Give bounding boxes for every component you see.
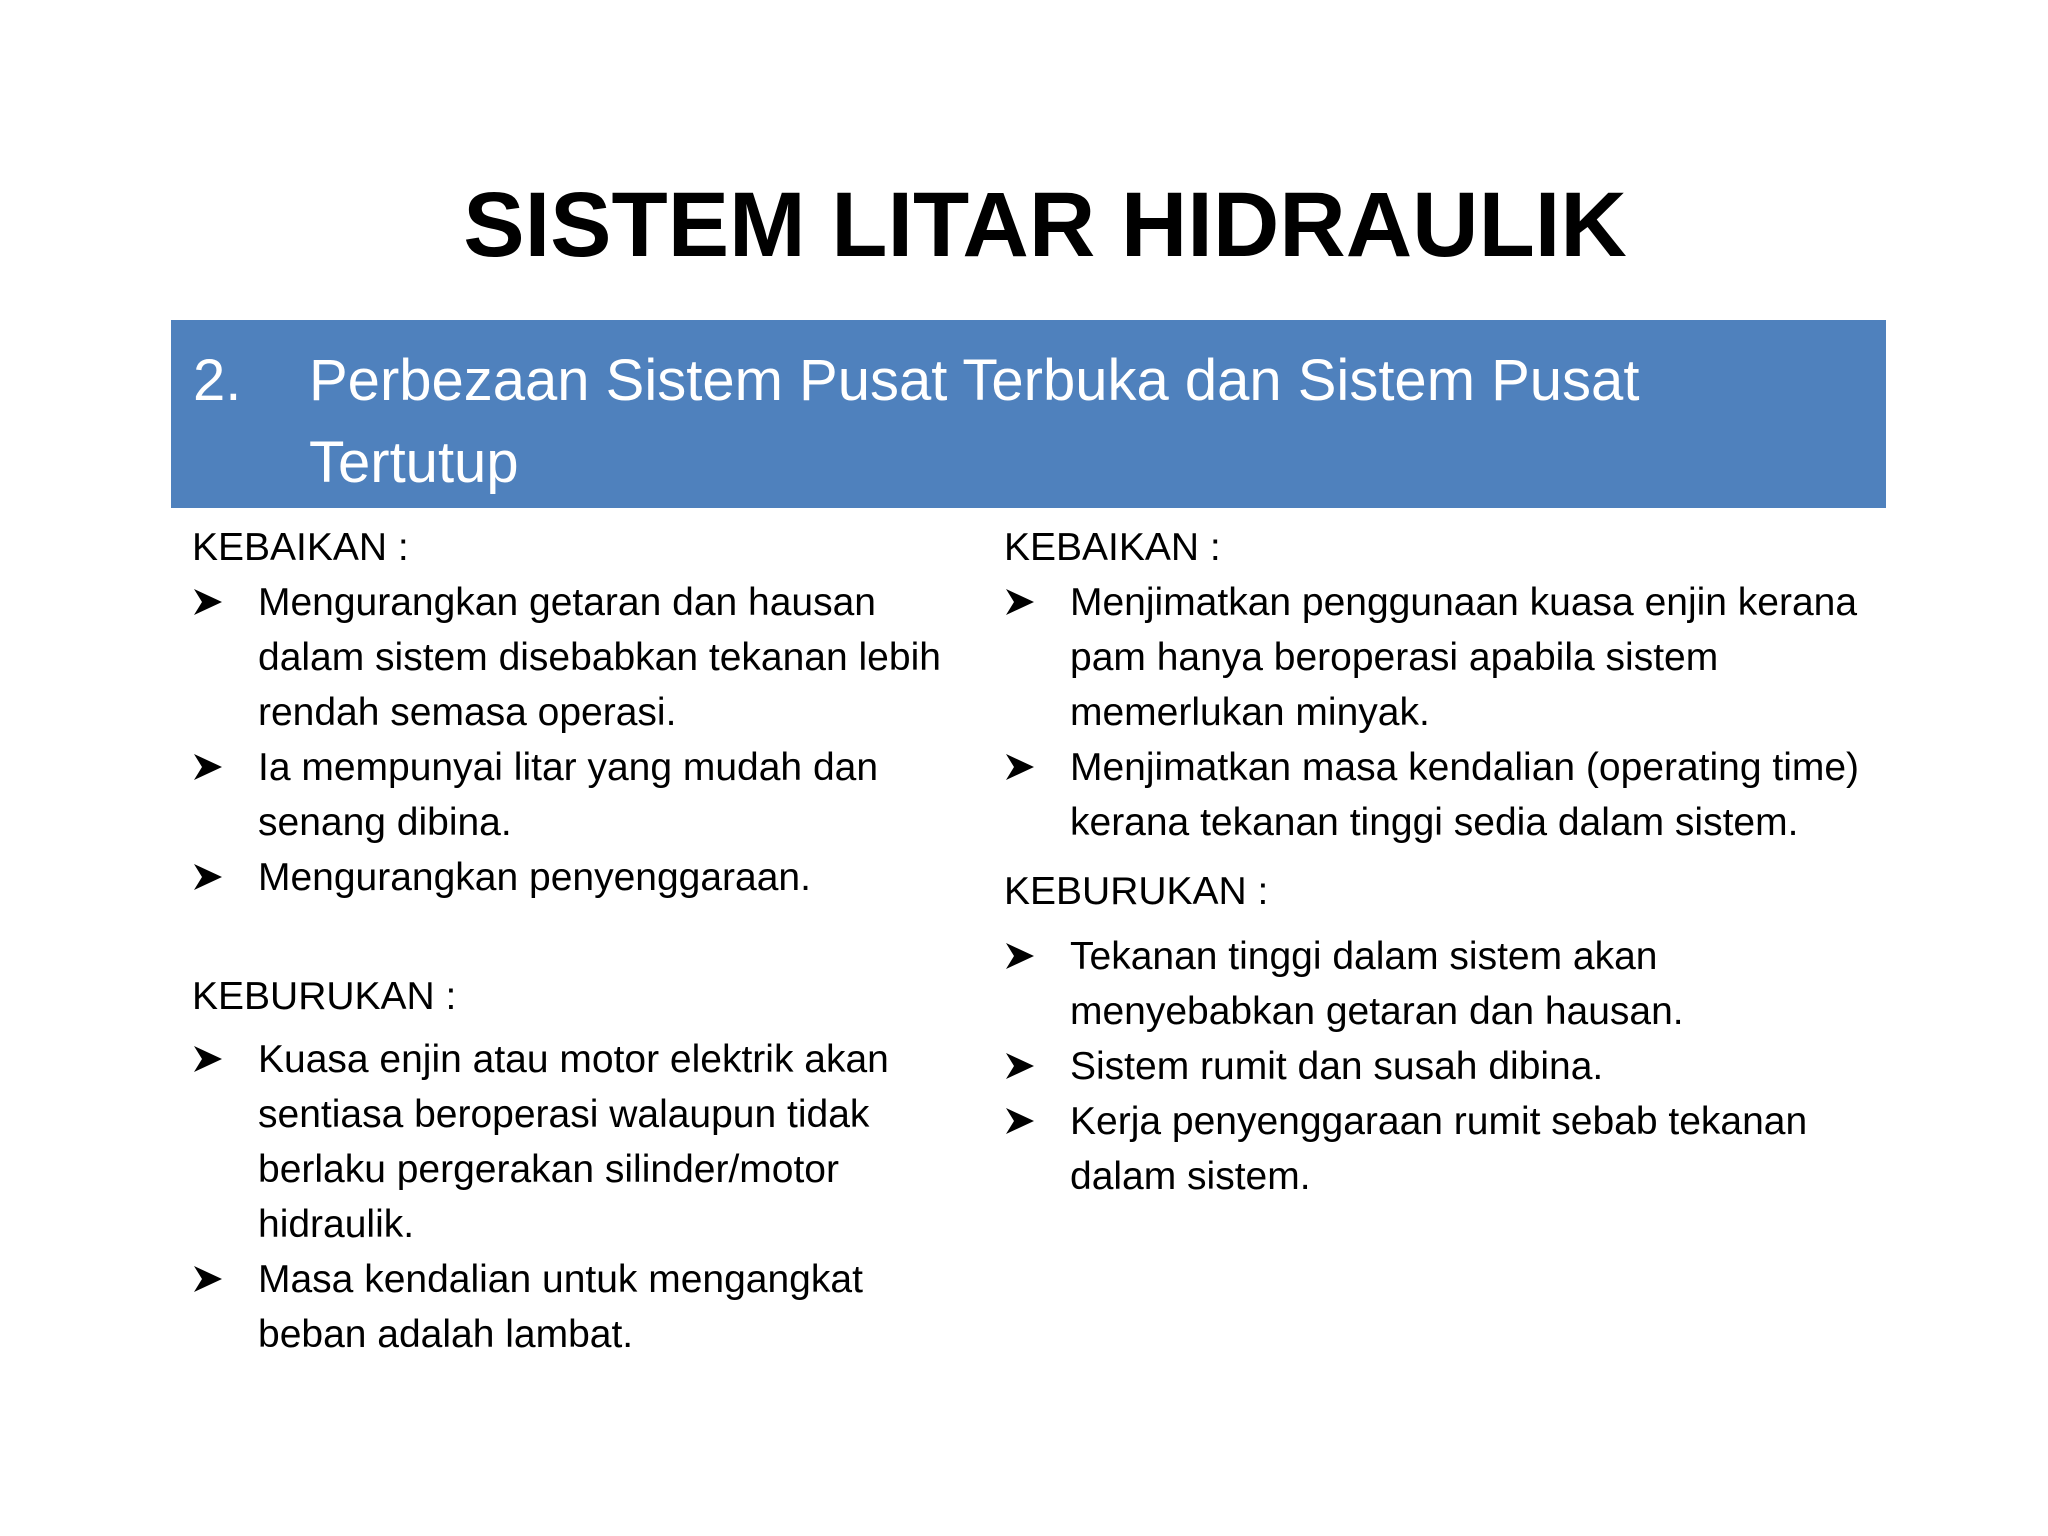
arrow-bullet-icon xyxy=(1004,1106,1036,1136)
arrow-bullet-icon xyxy=(1004,941,1036,971)
arrow-bullet-icon xyxy=(192,1044,224,1074)
left-disadvantages-list xyxy=(192,1032,972,1362)
list-item xyxy=(192,575,972,740)
arrow-bullet-icon xyxy=(192,587,224,617)
list-item-text: Sistem rumit dan susah dibina. xyxy=(1070,1045,1604,1088)
list-item-text: Menjimatkan masa kendalian (operating time) kerana tekanan tinggi sedia dalam sistem. xyxy=(1070,746,1860,844)
list-item xyxy=(192,740,972,850)
list-item-text: Kuasa enjin atau motor elektrik akan sentiasa beroperasi walaupun tidak berlaku pergerakan silinder/motor hidraulik. xyxy=(258,1038,889,1246)
list-item-text: Mengurangkan penyenggaraan. xyxy=(258,856,811,899)
slide-title: SISTEM LITAR HIDRAULIK xyxy=(463,174,1627,276)
right-advantages-list xyxy=(1004,575,1884,850)
left-advantages-heading: KEBAIKAN : xyxy=(192,526,409,569)
left-column xyxy=(192,520,972,1362)
left-disadvantages-heading: KEBURUKAN : xyxy=(192,975,457,1018)
list-item xyxy=(1004,1039,1884,1094)
list-item xyxy=(192,1252,972,1362)
list-item-text: Kerja penyenggaraan rumit sebab tekanan dalam sistem. xyxy=(1070,1100,1808,1198)
arrow-bullet-icon xyxy=(1004,752,1036,782)
arrow-bullet-icon xyxy=(192,1264,224,1294)
list-item-text: Masa kendalian untuk mengangkat beban adalah lambat. xyxy=(258,1258,863,1356)
list-item xyxy=(192,850,972,905)
right-disadvantages-heading: KEBURUKAN : xyxy=(1004,870,1269,913)
list-item xyxy=(1004,929,1884,1039)
right-column xyxy=(1004,520,1884,1204)
section-heading: Perbezaan Sistem Pusat Terbuka dan Sistem Pusat Tertutup xyxy=(309,348,1640,495)
list-item-text: Mengurangkan getaran dan hausan dalam sistem disebabkan tekanan lebih rendah semasa operasi. xyxy=(258,581,941,734)
list-item-text: Ia mempunyai litar yang mudah dan senang dibina. xyxy=(258,746,879,844)
list-item-text: Tekanan tinggi dalam sistem akan menyebabkan getaran dan hausan. xyxy=(1070,935,1684,1033)
list-item-text: Menjimatkan penggunaan kuasa enjin kerana pam hanya beroperasi apabila sistem memerlukan minyak. xyxy=(1070,581,1858,734)
section-banner xyxy=(171,320,1886,508)
left-advantages-list xyxy=(192,575,972,905)
arrow-bullet-icon xyxy=(1004,1051,1036,1081)
right-advantages-heading: KEBAIKAN : xyxy=(1004,526,1221,569)
arrow-bullet-icon xyxy=(192,752,224,782)
section-number: 2. xyxy=(193,348,242,413)
arrow-bullet-icon xyxy=(1004,587,1036,617)
list-item xyxy=(1004,740,1884,850)
right-disadvantages-list xyxy=(1004,929,1884,1204)
arrow-bullet-icon xyxy=(192,862,224,892)
list-item xyxy=(1004,1094,1884,1204)
list-item xyxy=(1004,575,1884,740)
list-item xyxy=(192,1032,972,1252)
